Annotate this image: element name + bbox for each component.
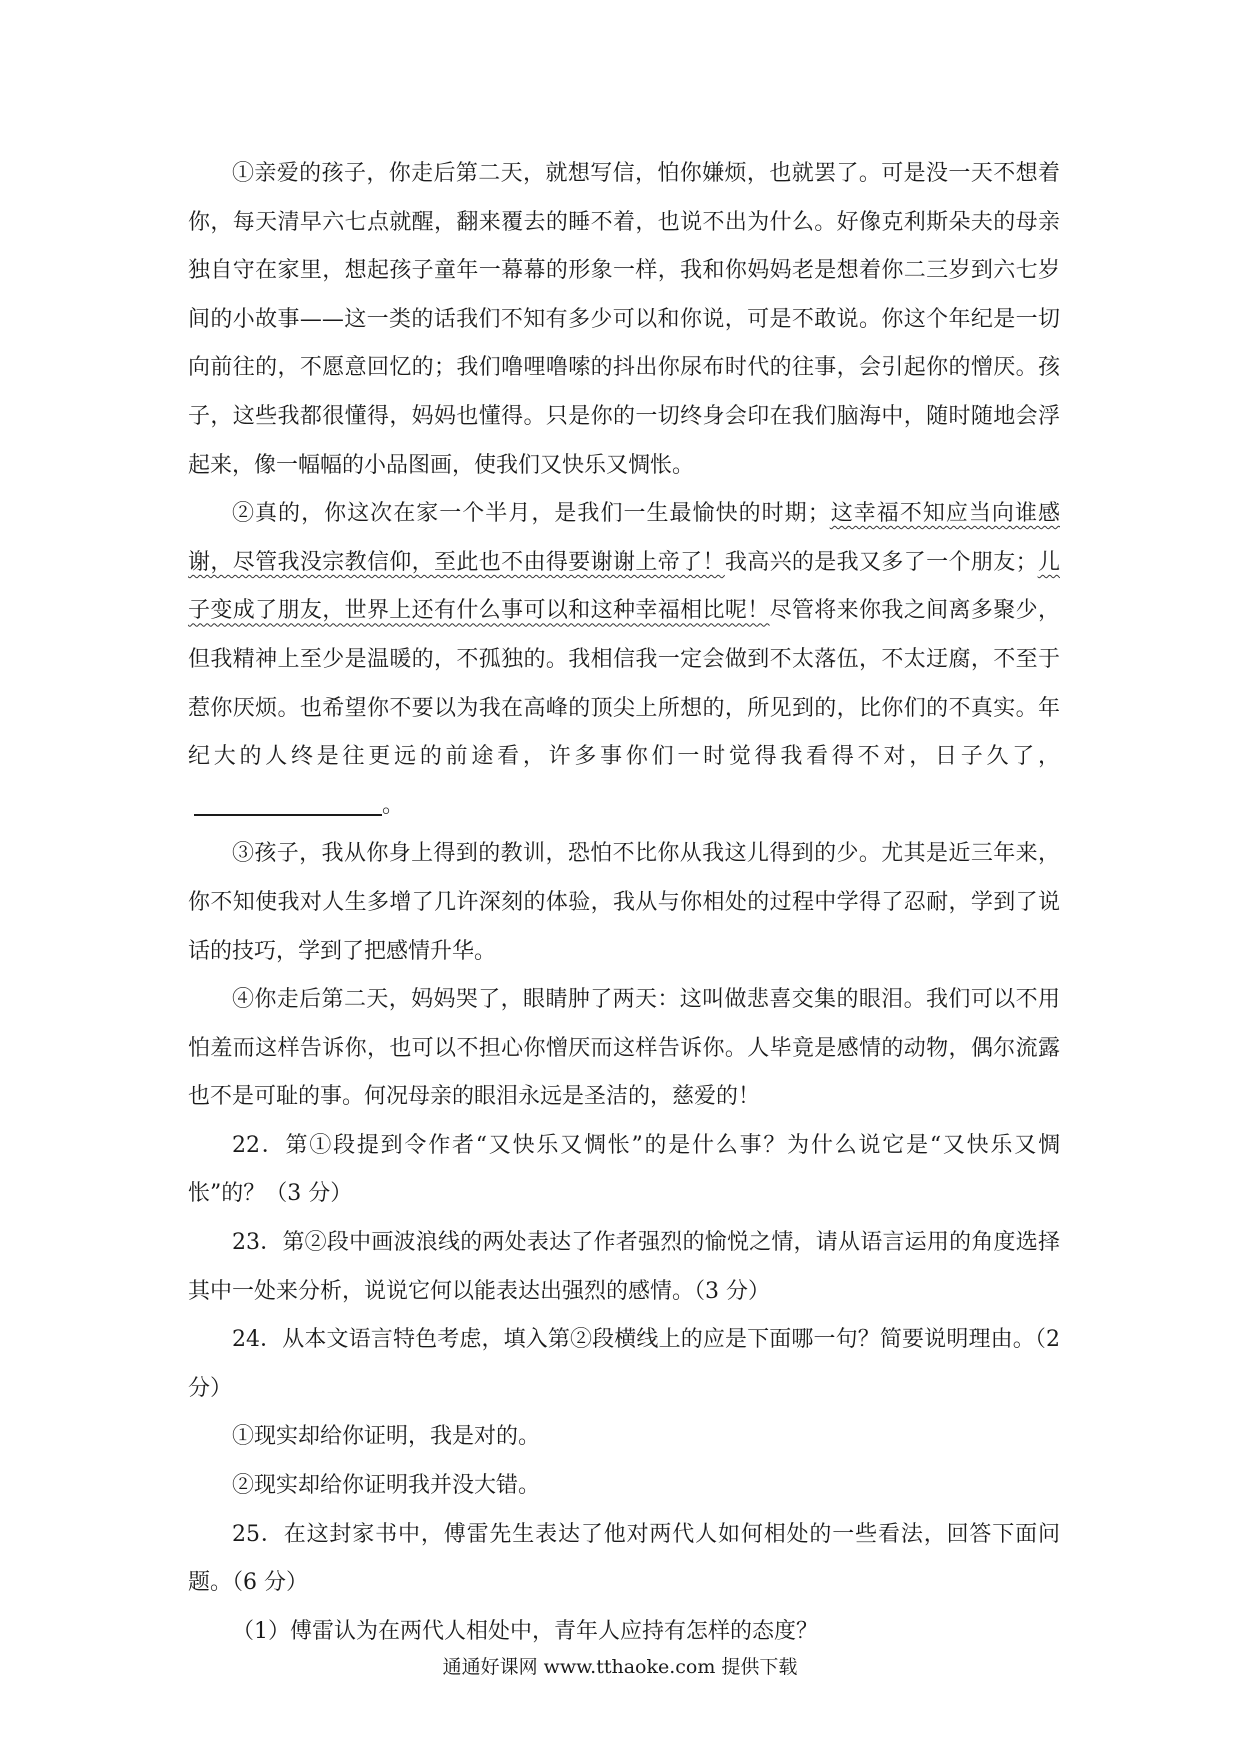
paragraph-2 [188, 490, 1060, 830]
question-25: 25．在这封家书中，傅雷先生表达了他对两代人如何相处的一些看法，回答下面问题。（6 分） [188, 1521, 1060, 1596]
question-25-sub-1: （1）傅雷认为在两代人相处中，青年人应持有怎样的态度？ [232, 1618, 818, 1644]
question-22: 22．第①段提到令作者“又快乐又惆怅”的是什么事？为什么说它是“又快乐又惆怅”的？（3 分） [188, 1132, 1060, 1207]
question-24: 24．从本文语言特色考虑，填入第②段横线上的应是下面哪一句？简要说明理由。（2 分） [188, 1327, 1060, 1401]
question-24-option-2: ②现实却给你证明我并没大错。 [232, 1473, 541, 1499]
page-footer: 通通好课网 www.tthaoke.com 提供下载 [442, 1656, 798, 1678]
document-body [188, 150, 1060, 1656]
question-24-option-1: ①现实却给你证明，我是对的。 [232, 1424, 541, 1450]
paragraph-2-part-c: 尽管将来你我之间离多聚少，但我精神上至少是温暖的，不孤独的。我相信我一定会做到不太落伍，不太迂腐，不至于惹你厌烦。也希望你不要以为我在高峰的顶尖上所想的，所见到的，比你们的不真实。年纪大的人终是往更远的前途看，许多事你们一时觉得我看得不对，日子久了， [188, 598, 1060, 770]
paragraph-3: ③孩子，我从你身上得到的教训，恐怕不比你从我这儿得到的少。尤其是近三年来，你不知使我对人生多增了几许深刻的体验，我从与你相处的过程中学得了忍耐，学到了说话的技巧，学到了把感情升华。 [188, 841, 1060, 964]
fill-in-blank-line[interactable] [194, 784, 382, 816]
paragraph-1: ①亲爱的孩子，你走后第二天，就想写信，怕你嫌烦，也就罢了。可是没一天不想着你，每天清早六七点就醒，翻来覆去的睡不着，也说不出为什么。好像克利斯朵夫的母亲独自守在家里，想起孩子童年一幕幕的形象一样，我和你妈妈老是想着你二三岁到六七岁间的小故事——这一类的话我们不知有多少可以和你说，可是不敢说。你这个年纪是一切向前往的，不愿意回忆的；我们噜哩噜嗦的抖出你尿布时代的往事，会引起你的憎厌。孩子，这些我都很懂得，妈妈也懂得。只是你的一切终身会印在我们脑海中，随时随地会浮起来，像一幅幅的小品图画，使我们又快乐又惆怅。 [188, 161, 1060, 478]
wavy-underline-2: 儿子变成了朋友，世界上还有什么事可以和这种幸福相比呢！ [188, 549, 1060, 624]
question-23: 23．第②段中画波浪线的两处表达了作者强烈的愉悦之情，请从语言运用的角度选择其中一处来分析，说说它何以能表达出强烈的感情。（3 分） [188, 1230, 1060, 1304]
paragraph-2-end: 。 [382, 792, 405, 818]
wavy-underline-1: 这幸福不知应当向谁感谢，尽管我没宗教信仰，至此也不由得要谢谢上帝了！ [188, 501, 1060, 575]
paragraph-4: ④你走后第二天，妈妈哭了，眼睛肿了两天：这叫做悲喜交集的眼泪。我们可以不用怕羞而这样告诉你，也可以不担心你憎厌而这样告诉你。人毕竟是感情的动物，偶尔流露也不是可耻的事。何况母亲的眼泪永远是圣洁的，慈爱的！ [188, 987, 1060, 1110]
paragraph-2-part-b: 我高兴的是我又多了一个朋友； [724, 549, 1038, 575]
paragraph-2-part-a: ②真的，你这次在家一个半月，是我们一生最愉快的时期； [232, 501, 830, 527]
